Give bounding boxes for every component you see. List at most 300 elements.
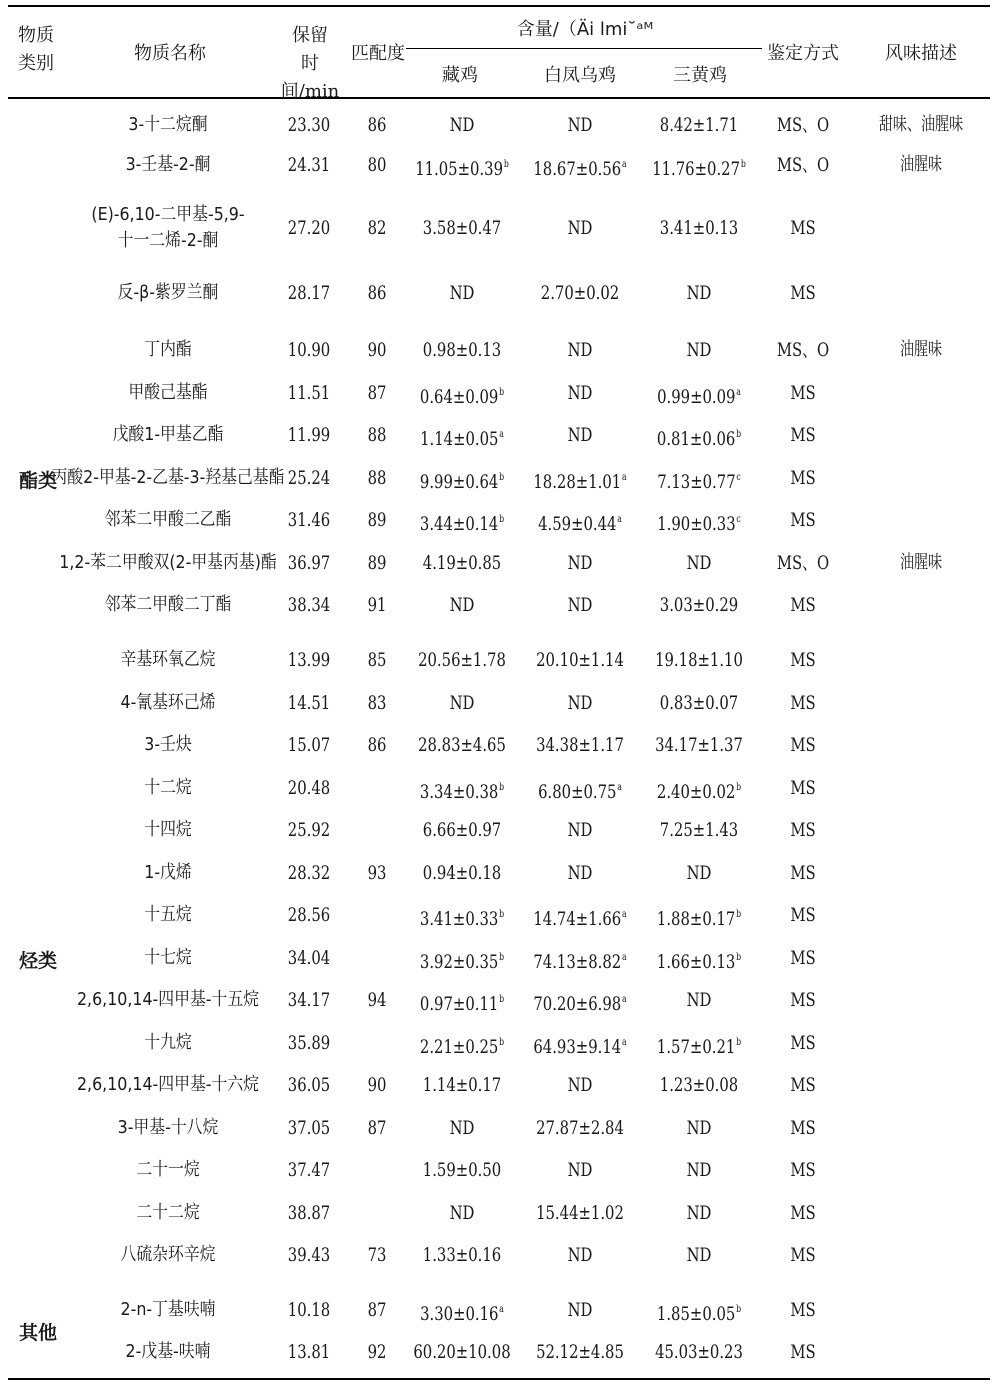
cell-name-text: 3-壬炔 — [144, 734, 192, 755]
cell-baifeng — [564, 818, 596, 842]
cell-rt-text: 35.89 — [287, 1032, 331, 1054]
cell-rt-text: 10.90 — [287, 339, 331, 361]
cell-sanhuang — [645, 381, 753, 409]
header-content: 含量/（Äi lmi˘ᵃᴹ — [516, 19, 654, 40]
cell-rt — [282, 508, 336, 532]
significance-letter: a — [621, 1037, 627, 1048]
cell-method-text: MS — [790, 862, 816, 884]
cell-method-text: MS — [790, 1117, 816, 1139]
cell-sanhuang-text: ND — [686, 989, 712, 1011]
cell-baifeng — [564, 423, 596, 447]
cell-baifeng — [564, 1243, 596, 1267]
cell-baifeng-text: ND — [567, 1244, 593, 1266]
cell-name — [141, 861, 195, 885]
cell-name — [123, 113, 213, 137]
cell-rt-text: 28.56 — [287, 904, 331, 926]
cell-zang — [408, 946, 516, 974]
cell-baifeng — [524, 1340, 637, 1364]
cell-name-text: 3-壬基-2-酮 — [125, 154, 211, 175]
header-category: 物质 类别 — [18, 25, 54, 74]
cell-rt — [282, 423, 336, 447]
cell-rt — [282, 338, 336, 362]
cell-sanhuang-text: 7.25±1.43 — [659, 819, 739, 841]
content-subrule — [406, 48, 762, 49]
significance-letter: b — [499, 472, 505, 483]
cell-baifeng — [530, 281, 631, 305]
cell-name-text: 1-戊烯 — [144, 862, 192, 883]
cell-baifeng — [524, 1116, 637, 1140]
cell-baifeng-text: ND — [567, 552, 593, 574]
cell-sanhuang-text: ND — [686, 1202, 712, 1224]
significance-letter: c — [736, 514, 741, 525]
cell-method-text: MS — [790, 424, 816, 446]
cell-method-text: MS — [790, 467, 816, 489]
cell-match-text: 86 — [367, 282, 387, 304]
cell-name-text: 八硫杂环辛烷 — [120, 1244, 216, 1265]
cell-rt — [282, 551, 336, 575]
header-method: 鉴定方式 — [767, 43, 839, 64]
cell-baifeng-text: ND — [567, 339, 593, 361]
significance-letter: b — [499, 909, 505, 920]
cell-name-text: 2-n-丁基呋喃 — [120, 1299, 216, 1320]
cell-method — [787, 1201, 819, 1225]
cell-name-text: 十四烷 — [144, 819, 192, 840]
cell-sanhuang — [649, 216, 750, 240]
cell-zang — [400, 1340, 525, 1364]
cell-sanhuang — [643, 1340, 756, 1364]
cell-rt — [282, 1158, 336, 1182]
cell-match — [365, 153, 389, 177]
cell-name — [36, 466, 301, 490]
cell-zang-text: 1.14±0.05 — [420, 428, 499, 450]
cell-baifeng — [564, 113, 596, 137]
cell-method — [787, 381, 819, 405]
cell-match — [365, 551, 389, 575]
cell-method-text: MS — [790, 734, 816, 756]
cell-sanhuang-text: 0.81±0.06 — [656, 428, 736, 450]
cell-method-text: MS — [790, 819, 816, 841]
cell-method — [787, 861, 819, 885]
cell-match — [365, 691, 389, 715]
cell-match — [365, 508, 389, 532]
cell-match-text: 86 — [367, 114, 387, 136]
cell-rt — [282, 691, 336, 715]
cell-method — [787, 281, 819, 305]
cell-zang — [408, 1031, 516, 1059]
cell-method — [787, 691, 819, 715]
cell-sanhuang-text: 0.83±0.07 — [659, 692, 739, 714]
cell-name-text: 甲酸己基酯 — [128, 382, 208, 403]
cell-zang-text: ND — [449, 1202, 475, 1224]
cell-baifeng — [520, 988, 640, 1016]
cell-sanhuang — [649, 593, 750, 617]
cell-zang-text: 3.44±0.14 — [419, 513, 499, 535]
header-match: 匹配度 — [351, 43, 405, 64]
cell-baifeng-text: 70.20±6.98 — [533, 993, 622, 1015]
cell-method-text: MS — [790, 282, 816, 304]
cell-zang — [408, 903, 516, 931]
cell-sanhuang-text: 1.85±0.05 — [656, 1303, 736, 1325]
cell-baifeng — [564, 551, 596, 575]
cell-sanhuang — [683, 861, 715, 885]
cell-name — [141, 338, 195, 362]
cell-zang — [446, 281, 478, 305]
cell-match-text: 88 — [367, 424, 387, 446]
cell-method-text: MS — [790, 692, 816, 714]
cell-match-text: 91 — [367, 594, 387, 616]
cell-baifeng — [564, 691, 596, 715]
cell-rt — [282, 1201, 336, 1225]
cell-zang-text: 4.19±0.85 — [422, 552, 502, 574]
cell-flavor — [867, 113, 975, 137]
cell-method — [769, 551, 836, 575]
cell-rt-text: 28.17 — [287, 282, 331, 304]
cell-rt-text: 23.30 — [287, 114, 331, 136]
cell-method-text: MS — [790, 217, 816, 239]
cell-match-text: 87 — [367, 1117, 387, 1139]
cell-zang-text: 3.30±0.16 — [420, 1303, 499, 1325]
cell-name — [65, 988, 272, 1012]
cell-name — [132, 1201, 204, 1225]
cell-sanhuang-text: ND — [686, 282, 712, 304]
cell-method — [787, 508, 819, 532]
cell-match-text: 90 — [367, 339, 387, 361]
cell-sanhuang — [683, 1243, 715, 1267]
cell-zang-text: 9.99±0.64 — [419, 471, 499, 493]
cell-zang — [412, 216, 513, 240]
cell-rt-text: 31.46 — [287, 509, 331, 531]
cell-name — [44, 551, 291, 575]
cell-baifeng — [526, 508, 634, 536]
significance-letter: a — [499, 1304, 504, 1315]
cell-zang — [412, 338, 513, 362]
cell-sanhuang-text: 1.66±0.13 — [656, 951, 736, 973]
cell-baifeng — [520, 153, 640, 181]
cell-match — [365, 1243, 389, 1267]
cell-baifeng — [564, 1298, 596, 1322]
cell-rt — [282, 1340, 336, 1364]
cell-flavor-text: 油腥味 — [899, 552, 943, 573]
cell-sanhuang-text: 3.03±0.29 — [659, 594, 739, 616]
cell-name-text: 二十二烷 — [136, 1202, 200, 1223]
cell-zang — [408, 1298, 516, 1326]
cell-rt — [282, 776, 336, 800]
significance-letter: b — [736, 1037, 742, 1048]
cell-baifeng-text: ND — [567, 114, 593, 136]
cell-match — [365, 216, 389, 240]
cell-match-text: 73 — [367, 1244, 387, 1266]
cell-method — [787, 903, 819, 927]
cell-name — [81, 202, 255, 254]
cell-method — [787, 1158, 819, 1182]
cell-rt — [282, 903, 336, 927]
cell-zang — [412, 551, 513, 575]
cell-method — [787, 946, 819, 970]
cell-name — [65, 1073, 272, 1097]
cell-baifeng-text: 74.13±8.82 — [533, 951, 622, 973]
cell-match — [365, 423, 389, 447]
significance-letter: b — [736, 909, 742, 920]
cell-method — [787, 1031, 819, 1055]
cell-name — [114, 1243, 222, 1267]
cell-sanhuang-text: 2.40±0.02 — [656, 781, 736, 803]
cell-zang — [446, 691, 478, 715]
cell-method-text: MS — [790, 1032, 816, 1054]
category-other: 其他 — [18, 1322, 57, 1344]
cell-name — [111, 1116, 225, 1140]
cell-sanhuang — [645, 508, 752, 536]
cell-rt — [282, 1298, 336, 1322]
cell-name-text: 戊酸1-甲基乙酯 — [112, 424, 224, 445]
cell-method — [787, 423, 819, 447]
cell-method — [787, 1243, 819, 1267]
cell-sanhuang-text: 19.18±1.10 — [655, 649, 743, 671]
cell-name — [141, 818, 195, 842]
cell-name-text: 2-戊基-呋喃 — [125, 1341, 211, 1362]
cell-rt-text: 25.92 — [287, 819, 331, 841]
cell-zang-text: 20.56±1.78 — [418, 649, 506, 671]
cell-sanhuang-text: ND — [686, 1117, 712, 1139]
cell-name-text: 3-十二烷酮 — [128, 114, 208, 135]
cell-name-text: 十二烷 — [144, 777, 192, 798]
cell-zang — [412, 818, 513, 842]
cell-method-text: MS — [790, 1202, 816, 1224]
significance-letter: b — [503, 159, 509, 170]
cell-method — [787, 776, 819, 800]
cell-zang-text: 3.41±0.33 — [419, 908, 499, 930]
cell-name-text: 丁内酯 — [144, 339, 192, 360]
cell-rt-text: 15.07 — [287, 734, 331, 756]
cell-name — [141, 1031, 195, 1055]
cell-name-text: 2,6,10,14-四甲基-十五烷 — [76, 989, 260, 1010]
cell-zang-text: 1.14±0.17 — [422, 1074, 502, 1096]
cell-method — [787, 1298, 819, 1322]
cell-match-text: 82 — [367, 217, 387, 239]
cell-zang-text: ND — [449, 282, 475, 304]
cell-match — [365, 733, 389, 757]
cell-match-text: 88 — [367, 467, 387, 489]
cell-sanhuang — [643, 648, 756, 672]
cell-zang-text: 3.34±0.38 — [419, 781, 499, 803]
cell-baifeng — [526, 776, 634, 804]
cell-sanhuang — [649, 691, 750, 715]
cell-zang-text: ND — [449, 114, 475, 136]
cell-rt — [282, 153, 336, 177]
significance-letter: a — [621, 994, 627, 1005]
significance-letter: b — [499, 387, 505, 398]
cell-zang — [446, 1201, 478, 1225]
cell-sanhuang-text: 3.41±0.13 — [659, 217, 739, 239]
cell-name-text: 4-氰基环己烯 — [120, 692, 216, 713]
cell-zang — [406, 733, 519, 757]
cell-rt — [282, 216, 336, 240]
cell-sanhuang — [649, 818, 750, 842]
cell-method-text: MS、O — [776, 154, 830, 176]
cell-sanhuang — [645, 423, 753, 451]
cell-zang — [408, 381, 516, 409]
cell-zang — [408, 423, 516, 451]
cell-name-text: 邻苯二甲酸二丁酯 — [104, 594, 232, 615]
cell-sanhuang — [645, 946, 753, 974]
cell-name-text: 邻苯二甲酸二乙酯 — [104, 509, 232, 530]
cell-zang-text: 0.97±0.11 — [419, 993, 499, 1015]
cell-sanhuang-text: ND — [686, 339, 712, 361]
cell-method-text: MS — [790, 947, 816, 969]
cell-match-text: 89 — [367, 509, 387, 531]
cell-baifeng — [564, 593, 596, 617]
significance-letter: c — [736, 472, 741, 483]
header-flavor: 风味描述 — [885, 43, 957, 64]
cell-name-text: 十五烷 — [144, 904, 192, 925]
cell-match-text: 80 — [367, 154, 387, 176]
cell-method — [787, 216, 819, 240]
cell-baifeng-text: ND — [567, 424, 593, 446]
cell-rt-text: 20.48 — [287, 777, 331, 799]
cell-sanhuang-text: 7.13±0.77 — [657, 471, 736, 493]
cell-sanhuang-text: 11.76±0.27 — [652, 158, 741, 180]
cell-baifeng — [564, 1158, 596, 1182]
cell-sanhuang — [683, 338, 715, 362]
cell-zang — [446, 113, 478, 137]
cell-rt-text: 38.87 — [287, 1202, 331, 1224]
header-rule — [8, 97, 990, 99]
header-baifeng: 白凤乌鸡 — [544, 65, 616, 86]
category-hydrocarbons: 烃类 — [18, 950, 57, 972]
cell-baifeng-text: ND — [567, 217, 593, 239]
cell-sanhuang-text: 0.99±0.09 — [657, 386, 736, 408]
cell-method-text: MS — [790, 904, 816, 926]
cell-name — [105, 423, 231, 447]
cell-baifeng — [564, 216, 596, 240]
cell-sanhuang-text: ND — [686, 862, 712, 884]
cell-sanhuang-text: ND — [686, 1159, 712, 1181]
cell-flavor — [894, 551, 948, 575]
cell-method — [787, 593, 819, 617]
cell-zang — [412, 1158, 513, 1182]
cell-rt — [282, 946, 336, 970]
cell-baifeng-text: 20.10±1.14 — [536, 649, 624, 671]
cell-baifeng — [564, 1073, 596, 1097]
significance-letter: a — [617, 514, 622, 525]
cell-baifeng-text: ND — [567, 819, 593, 841]
cell-baifeng-text: ND — [567, 1074, 593, 1096]
cell-match-text: 89 — [367, 552, 387, 574]
cell-method — [787, 1340, 819, 1364]
cell-sanhuang — [683, 988, 715, 1012]
cell-sanhuang — [645, 466, 752, 494]
top-rule — [8, 5, 990, 7]
cell-match-text: 85 — [367, 649, 387, 671]
cell-zang-text: ND — [449, 692, 475, 714]
cell-rt-text: 36.05 — [287, 1074, 331, 1096]
cell-method-text: MS、O — [776, 339, 830, 361]
cell-match — [365, 861, 389, 885]
header-zang: 藏鸡 — [442, 65, 478, 86]
cell-sanhuang-text: 1.57±0.21 — [656, 1036, 736, 1058]
cell-rt-text: 27.20 — [287, 217, 331, 239]
cell-baifeng-text: 34.38±1.17 — [536, 734, 624, 756]
cell-rt — [282, 818, 336, 842]
cell-method — [769, 153, 836, 177]
significance-letter: a — [621, 472, 627, 483]
cell-method-text: MS — [790, 1244, 816, 1266]
cell-match — [365, 281, 389, 305]
cell-match — [365, 338, 389, 362]
cell-rt — [282, 281, 336, 305]
cell-rt — [282, 593, 336, 617]
cell-rt — [282, 1116, 336, 1140]
cell-sanhuang-text: 1.88±0.17 — [656, 908, 736, 930]
cell-zang — [412, 1073, 513, 1097]
cell-baifeng-text: ND — [567, 594, 593, 616]
cell-name — [141, 776, 195, 800]
significance-letter: b — [499, 952, 505, 963]
cell-sanhuang — [649, 113, 750, 137]
significance-letter: b — [736, 782, 742, 793]
cell-flavor-text: 油腥味 — [899, 339, 943, 360]
cell-method — [787, 818, 819, 842]
cell-name — [132, 1158, 204, 1182]
cell-match — [365, 113, 389, 137]
cell-baifeng — [524, 733, 637, 757]
cell-baifeng-text: 2.70±0.02 — [540, 282, 620, 304]
cell-zang — [446, 593, 478, 617]
cell-sanhuang — [645, 903, 753, 931]
cell-rt-text: 10.18 — [287, 1299, 331, 1321]
cell-name — [96, 508, 240, 532]
cell-sanhuang-text: 34.17±1.37 — [655, 734, 743, 756]
cell-rt-text: 28.32 — [287, 862, 331, 884]
cell-baifeng-text: 6.80±0.75 — [538, 781, 617, 803]
cell-sanhuang-text: ND — [686, 1244, 712, 1266]
cell-match-text: 87 — [367, 1299, 387, 1321]
cell-method — [769, 113, 836, 137]
cell-zang-text: 0.98±0.13 — [422, 339, 502, 361]
cell-rt — [282, 1031, 336, 1055]
cell-rt — [282, 861, 336, 885]
cell-baifeng-text: 27.87±2.84 — [536, 1117, 624, 1139]
cell-sanhuang — [683, 1116, 715, 1140]
cell-name — [120, 153, 216, 177]
significance-letter: a — [736, 387, 741, 398]
cell-zang — [412, 861, 513, 885]
cell-rt-text: 11.99 — [287, 424, 331, 446]
cell-rt-text: 13.81 — [287, 1341, 331, 1363]
cell-baifeng — [520, 903, 640, 931]
cell-name — [141, 733, 195, 757]
cell-method — [787, 1116, 819, 1140]
cell-zang — [412, 1243, 513, 1267]
cell-name-text: 1,2-苯二甲酸双(2-甲基丙基)酯 — [59, 552, 277, 573]
cell-flavor — [894, 338, 948, 362]
cell-match-text: 92 — [367, 1341, 387, 1363]
cell-name — [96, 593, 240, 617]
significance-letter: b — [736, 429, 742, 440]
cell-zang-text: 1.33±0.16 — [422, 1244, 502, 1266]
cell-zang-text: 0.64±0.09 — [419, 386, 499, 408]
cell-method-text: MS — [790, 509, 816, 531]
cell-sanhuang — [683, 281, 715, 305]
cell-match — [365, 1073, 389, 1097]
cell-name — [120, 1340, 216, 1364]
cell-name — [114, 691, 222, 715]
significance-letter: b — [499, 514, 505, 525]
cell-name-text: 丙酸2-甲基-2-乙基-3-羟基己基酯 — [51, 467, 285, 488]
cell-baifeng-text: ND — [567, 692, 593, 714]
cell-sanhuang — [683, 1201, 715, 1225]
cell-match — [365, 381, 389, 405]
category-esters: 酯类 — [18, 470, 57, 492]
